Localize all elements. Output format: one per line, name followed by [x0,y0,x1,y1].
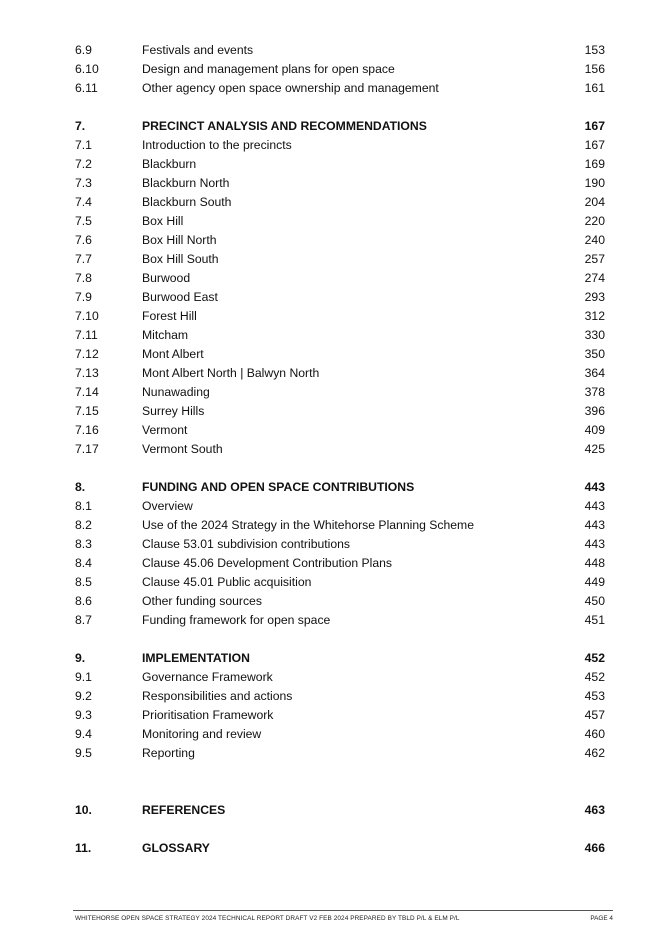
toc-number: 8.5 [75,575,92,589]
toc-page: 240 [584,233,605,247]
toc-title: Surrey Hills [142,404,205,418]
toc-title: Overview [142,499,193,513]
toc-page: 448 [584,556,605,570]
toc-number: 8.6 [75,594,92,608]
toc-page: 409 [584,423,605,437]
toc-page: 364 [584,366,605,380]
toc-entry[interactable] [0,725,653,744]
toc-page: 462 [584,746,605,760]
toc-page: 453 [584,689,605,703]
toc-page: 450 [584,594,605,608]
toc-entry[interactable] [0,155,653,174]
toc-section-heading[interactable] [0,649,653,668]
toc-page: 167 [584,119,605,133]
toc-number: 7.8 [75,271,92,285]
toc-number: 7.3 [75,176,92,190]
toc-title: Clause 45.06 Development Contribution Plans [142,556,392,570]
toc-page: 451 [584,613,605,627]
toc-entry[interactable] [0,174,653,193]
toc-title: Responsibilities and actions [142,689,293,703]
toc-number: 7.2 [75,157,92,171]
toc-section-heading[interactable] [0,801,653,820]
toc-page: 425 [584,442,605,456]
toc-entry[interactable] [0,60,653,79]
toc-number: 11. [75,841,92,855]
toc-entry[interactable] [0,364,653,383]
toc-title: Blackburn South [142,195,232,209]
toc-entry[interactable] [0,535,653,554]
toc-title: Box Hill [142,214,184,228]
toc-number: 8. [75,480,86,494]
toc-entry[interactable] [0,345,653,364]
toc-entry[interactable] [0,231,653,250]
toc-page: 460 [584,727,605,741]
toc-page: 153 [584,43,605,57]
toc-page: 167 [584,138,605,152]
toc-number: 8.3 [75,537,92,551]
toc-title: Blackburn North [142,176,230,190]
toc-entry[interactable] [0,611,653,630]
toc-page: 443 [584,537,605,551]
toc-entry[interactable] [0,269,653,288]
toc-page: 274 [584,271,605,285]
toc-page: 443 [584,480,605,494]
toc-number: 6.10 [75,62,99,76]
toc-title: Mont Albert [142,347,204,361]
toc-number: 9.1 [75,670,92,684]
toc-entry[interactable] [0,440,653,459]
toc-title: Mitcham [142,328,189,342]
toc-number: 7.7 [75,252,92,266]
toc-page: 220 [584,214,605,228]
toc-title: Box Hill North [142,233,217,247]
toc-entry[interactable] [0,288,653,307]
toc-page: 330 [584,328,605,342]
toc-number: 9.3 [75,708,92,722]
toc-title: Monitoring and review [142,727,262,741]
toc-page: 452 [584,651,605,665]
toc-number: 7.13 [75,366,99,380]
toc-entry[interactable] [0,497,653,516]
footer-divider [73,910,613,911]
toc-title: Other funding sources [142,594,262,608]
toc-page: 257 [584,252,605,266]
toc-title: GLOSSARY [142,841,210,855]
toc-number: 7.5 [75,214,92,228]
toc-number: 9.4 [75,727,92,741]
toc-number: 6.11 [75,81,98,95]
toc-section-heading[interactable] [0,839,653,858]
toc-entry[interactable] [0,41,653,60]
toc-number: 8.7 [75,613,92,627]
toc-entry[interactable] [0,592,653,611]
toc-number: 9.5 [75,746,92,760]
footer-page-number: PAGE 4 [590,915,613,922]
toc-page: 204 [584,195,605,209]
toc-number: 7.11 [75,328,98,342]
toc-page: 161 [584,81,605,95]
toc-section-heading[interactable] [0,478,653,497]
toc-number: 9. [75,651,86,665]
toc-page: 457 [584,708,605,722]
toc-page: 378 [584,385,605,399]
toc-entry[interactable] [0,668,653,687]
toc-title: Introduction to the precincts [142,138,292,152]
toc-title: Blackburn [142,157,197,171]
toc-title: Festivals and events [142,43,254,57]
toc-entry[interactable] [0,402,653,421]
toc-number: 7.10 [75,309,99,323]
toc-title: Funding framework for open space [142,613,331,627]
toc-entry[interactable] [0,516,653,535]
toc-title: Clause 53.01 subdivision contributions [142,537,350,551]
toc-page: 443 [584,499,605,513]
toc-entry[interactable] [0,136,653,155]
toc-number: 7.15 [75,404,99,418]
toc-title: REFERENCES [142,803,226,817]
toc-number: 10. [75,803,92,817]
toc-entry[interactable] [0,687,653,706]
toc-title: Box Hill South [142,252,219,266]
toc-entry[interactable] [0,744,653,763]
toc-page: 156 [584,62,605,76]
toc-number: 7.9 [75,290,92,304]
toc-page: 396 [584,404,605,418]
toc-title: Design and management plans for open space [142,62,395,76]
toc-number: 9.2 [75,689,92,703]
toc-page: 293 [584,290,605,304]
toc-title: Burwood East [142,290,218,304]
toc-title: Forest Hill [142,309,197,323]
toc-title: Other agency open space ownership and management [142,81,439,95]
toc-entry[interactable] [0,193,653,212]
toc-title: Reporting [142,746,195,760]
toc-page: 169 [584,157,605,171]
toc-number: 7.6 [75,233,92,247]
toc-number: 8.2 [75,518,92,532]
footer-document-info: WHITEHORSE OPEN SPACE STRATEGY 2024 TECHNICAL REPORT DRAFT V2 FEB 2024 PREPARED BY TBLD P/L & ELM P/L [75,915,460,922]
toc-number: 7.16 [75,423,99,437]
toc-entry[interactable] [0,250,653,269]
toc-page: 190 [584,176,605,190]
toc-title: Burwood [142,271,191,285]
toc-number: 7.1 [75,138,92,152]
toc-title: Nunawading [142,385,210,399]
toc-section-heading[interactable] [0,117,653,136]
toc-entry[interactable] [0,554,653,573]
toc-number: 7.14 [75,385,99,399]
toc-title: Governance Framework [142,670,273,684]
toc-number: 7.12 [75,347,99,361]
toc-number: 6.9 [75,43,92,57]
toc-entry[interactable] [0,706,653,725]
toc-title: Mont Albert North | Balwyn North [142,366,320,380]
toc-page: 443 [584,518,605,532]
toc-title: Vermont [142,423,188,437]
toc-number: 8.1 [75,499,92,513]
toc-page: 449 [584,575,605,589]
toc-entry[interactable] [0,383,653,402]
toc-number: 8.4 [75,556,92,570]
toc-number: 7.17 [75,442,99,456]
toc-title: Prioritisation Framework [142,708,274,722]
toc-title: FUNDING AND OPEN SPACE CONTRIBUTIONS [142,480,415,494]
toc-title: Vermont South [142,442,223,456]
toc-page: 463 [584,803,605,817]
toc-title: PRECINCT ANALYSIS AND RECOMMENDATIONS [142,119,427,133]
toc-entry[interactable] [0,326,653,345]
toc-entry[interactable] [0,79,653,98]
toc-page: 312 [584,309,605,323]
toc-title: Use of the 2024 Strategy in the Whitehorse Planning Scheme [142,518,474,532]
toc-page: 466 [584,841,605,855]
toc-title: Clause 45.01 Public acquisition [142,575,312,589]
toc-entry[interactable] [0,573,653,592]
toc-number: 7.4 [75,195,92,209]
toc-title: IMPLEMENTATION [142,651,250,665]
toc-entry[interactable] [0,212,653,231]
toc-entry[interactable] [0,421,653,440]
toc-page: 452 [584,670,605,684]
toc-number: 7. [75,119,86,133]
toc-page: 350 [584,347,605,361]
toc-entry[interactable] [0,307,653,326]
